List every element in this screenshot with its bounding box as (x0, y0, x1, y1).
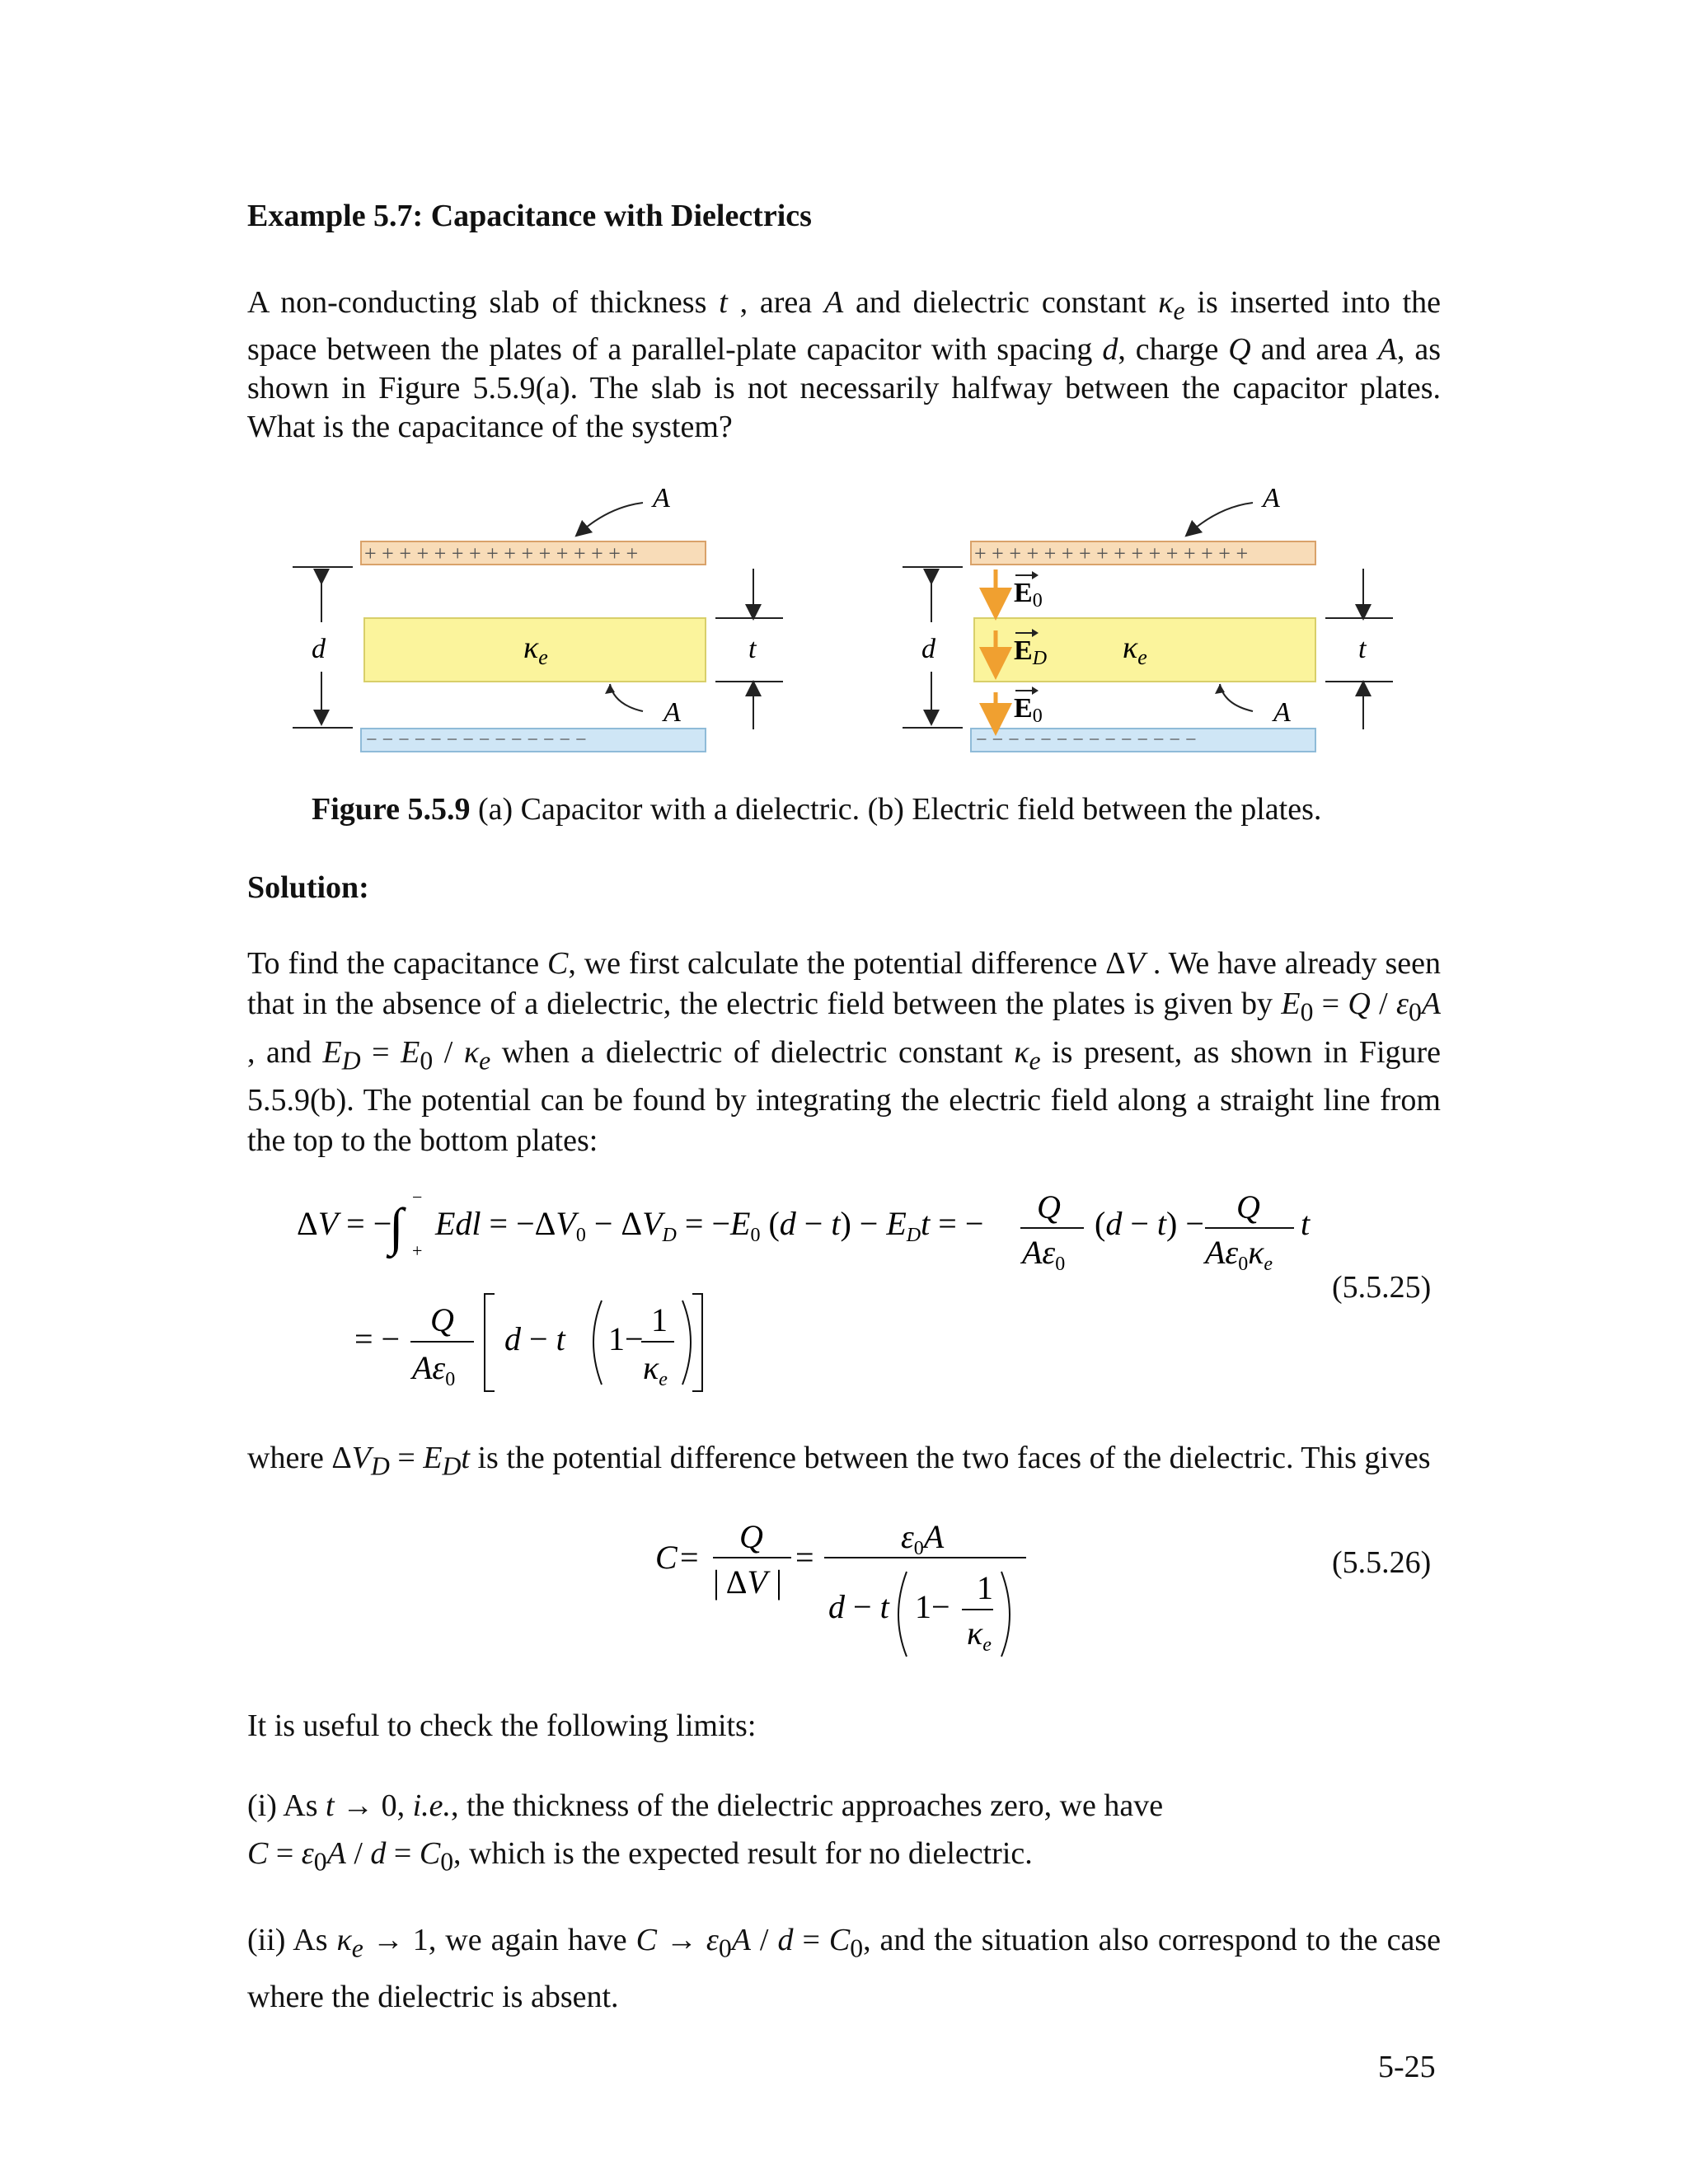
equation-5-5-26 (655, 1521, 1051, 1669)
svg-text:Q: Q (430, 1301, 454, 1338)
svg-text:1−: 1− (915, 1588, 950, 1625)
svg-text:1: 1 (651, 1301, 668, 1338)
figure-5-5-9 (280, 482, 1418, 762)
label-A-slab-b: A (1273, 697, 1291, 728)
label-d-b: d (921, 634, 935, 664)
svg-text:Aε0κe: $A\varepsilon_0\kappa_e$ (1205, 1234, 1273, 1275)
svg-text:E0: E0 (1014, 693, 1043, 727)
svg-text:=: = (795, 1539, 814, 1576)
kappa-label-a: $\kappa_e$ (523, 630, 548, 669)
label-A-slab-a: A (663, 697, 681, 728)
svg-text:E0: E0 (1014, 578, 1043, 612)
svg-text:Aε0: $A\varepsilon_0$ (412, 1349, 456, 1390)
equation-number-5-5-25: (5.5.25) (1332, 1270, 1432, 1305)
svg-text:t: t (1301, 1205, 1311, 1242)
svg-text:−: − (412, 1187, 423, 1207)
svg-text:| ΔV |: | ΔV | (713, 1563, 782, 1601)
svg-text:(d − t) −: (d − t) − (1095, 1205, 1204, 1242)
where-paragraph: where $\Delta V_D = E_Dt$ is the potential difference between the two faces of the dielectric. This gives (247, 1441, 1431, 1481)
label-t-b: t (1358, 634, 1367, 664)
minus-signs-a: − − − − − − − − − − − − − − (366, 729, 587, 751)
minus-signs-b: − − − − − − − − − − − − − − (976, 729, 1197, 751)
label-E0-bottom (1014, 687, 1043, 727)
svg-text:κe: $\kappa_e$ (643, 1349, 668, 1390)
svg-text:ED: ED (1014, 635, 1048, 669)
svg-text:d − t: d − t (504, 1320, 565, 1357)
svg-text:κe: $\kappa_e$ (967, 1615, 992, 1656)
svg-text:∫: ∫ (389, 1197, 404, 1256)
kappa-label-b: $\kappa_e$ (1123, 630, 1147, 669)
label-A-top-a: A (653, 483, 670, 513)
equation-5-5-25 (297, 1179, 1451, 1401)
label-A-top-b: A (1263, 483, 1280, 513)
svg-text:= −: = − (354, 1320, 401, 1357)
panel-b (903, 483, 1393, 752)
svg-text:+: + (412, 1240, 423, 1261)
label-t-a: t (748, 634, 757, 664)
limit-i-paragraph: (i) As t → 0, i.e., the thickness of the dielectric approaches zero, we have $C = \varepsilon_0A / d = C_0$, which is the expected result for no dielectric. (247, 1788, 1164, 1877)
plus-signs-b: + + + + + + + + + + + + + + + + (974, 541, 1249, 565)
svg-text:Q: Q (1037, 1188, 1061, 1226)
svg-text:ε0A: $\varepsilon_0A$ (901, 1521, 945, 1559)
figure-caption: Figure 5.5.9 (a) Capacitor with a dielectric. (b) Electric field between the plates. (312, 792, 1322, 827)
svg-text:Q: Q (1236, 1188, 1260, 1226)
plus-signs-a: + + + + + + + + + + + + + + + + (364, 541, 639, 565)
example-title: Example 5.7: Capacitance with Dielectrics (247, 199, 812, 233)
svg-text:1: 1 (977, 1569, 993, 1606)
svg-text:Q: Q (739, 1521, 763, 1555)
svg-text:Edl = −ΔV0 − ΔVD = −E0 (d − t): Edl = $-\Delta V_0 - \Delta V_D = -E_0$ $(d - t) - E_Dt$ = − (435, 1205, 984, 1246)
svg-text:d − t: d − t (828, 1588, 889, 1625)
svg-text:=: = (680, 1539, 699, 1576)
panel-a (293, 483, 783, 752)
svg-text:1−: 1− (608, 1320, 644, 1357)
label-E0-top (1014, 571, 1043, 612)
svg-text:C: C (655, 1539, 678, 1576)
svg-text:Aε0: $A\varepsilon_0$ (1022, 1234, 1066, 1275)
solution-heading: Solution: (247, 870, 369, 905)
solution-paragraph: To find the capacitance C, we first calculate the potential difference ΔV . We have already seen that in the absence of a dielectric, the electric field between the plates is given by $E_0 = Q / \varepsilon_0A$ , and $E_D = E_0 / \kappa_e$ when a dielectric of dielectric constant $\kappa_e$ is present, as shown in Figure 5.5.9(b). The potential can be found by integrating the electric field along a straight line from the top to the bottom plates: (247, 946, 1442, 1159)
equation-number-5-5-26: (5.5.26) (1332, 1545, 1432, 1580)
label-d-a: d (312, 634, 326, 664)
svg-text:ΔV = −: ΔV = − (297, 1205, 392, 1242)
limit-ii-paragraph: (ii) As $\kappa_e \to 1$, we again have $C \to \varepsilon_0A / d = C_0$, and the situation also correspond to the case where the dielectric is absent. (247, 1923, 1442, 2014)
limits-intro: It is useful to check the following limits: (247, 1708, 757, 1743)
page-number: 5-25 (1378, 2050, 1436, 2084)
problem-paragraph: A non-conducting slab of thickness t , area A and dielectric constant $\kappa_e$ is inserted into the space between the plates of a parallel-plate capacitor with spacing d, charge Q and area A, as shown in Figure 5.5.9(a). The slab is not necessarily halfway between the capacitor plates. What is the capacitance of the system? (247, 285, 1442, 444)
